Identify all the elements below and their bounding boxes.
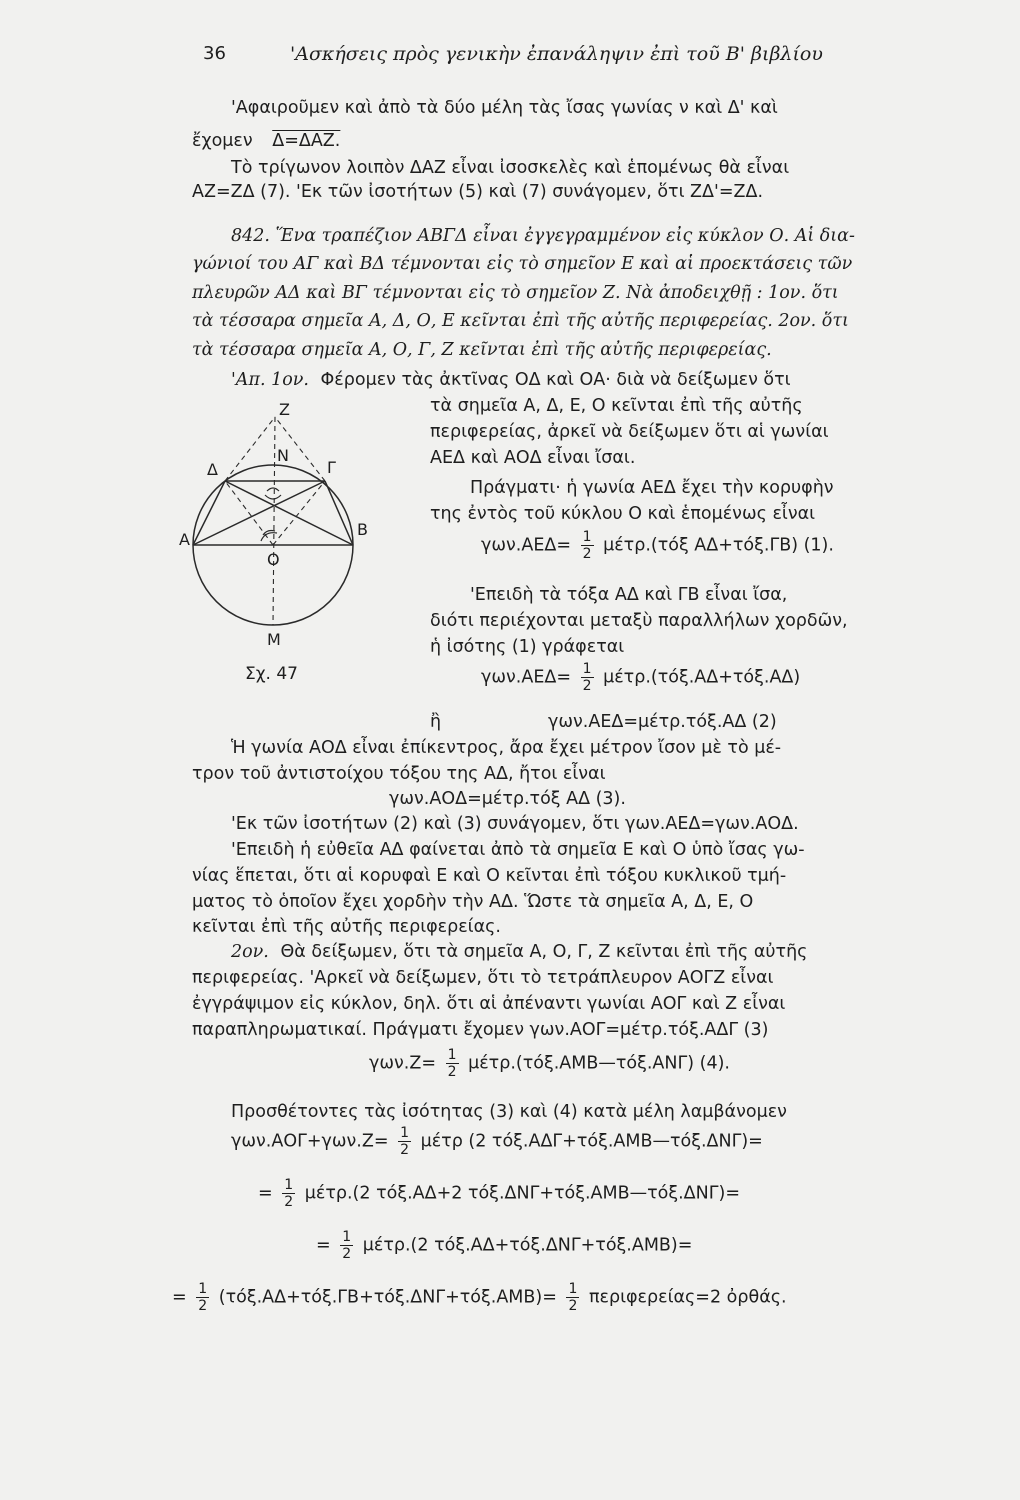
fraction-den: 2 xyxy=(447,1064,457,1080)
para-line-6: νίας ἕπεται, ὅτι αἱ κορυφαὶ Ε καὶ Ο κεῖνται ἐπὶ τόξου κυκλικοῦ τμή- xyxy=(192,866,787,886)
eq4-right: μέτρ.(τόξ.ΑΜΒ—τόξ.ΑΝΓ) (4). xyxy=(468,1053,730,1074)
equation-2 xyxy=(481,662,800,693)
label-b: Β xyxy=(357,520,368,539)
fraction-den: 2 xyxy=(198,1298,208,1314)
running-title: 'Ασκήσεις πρὸς γενικὴν ἐπανάληψιν ἐπὶ τοῦ Β' βιβλίου xyxy=(290,43,823,65)
intro-line-1: 'Αφαιροῦμεν καὶ ἀπὸ τὰ δύο μέλη τὰς ἴσας γωνίας ν καὶ Δ' καὶ xyxy=(231,98,778,118)
eq8-left: = xyxy=(172,1287,187,1308)
eq5-right: μέτρ (2 τόξ.ΑΔΓ+τόξ.ΑΜΒ—τόξ.ΔΝΓ)= xyxy=(420,1131,763,1152)
label-a: Α xyxy=(179,530,190,549)
eq4-left: γων.Ζ= xyxy=(369,1053,437,1074)
extension-dz xyxy=(225,417,275,481)
fraction-den: 2 xyxy=(284,1194,294,1210)
eq8-mid: (τόξ.ΑΔ+τόξ.ΓΒ+τόξ.ΔΝΓ+τόξ.ΑΜΒ)= xyxy=(218,1287,557,1308)
para-line-4: 'Εκ τῶν ἰσοτήτων (2) καὶ (3) συνάγομεν, ὅτι γων.ΑΕΔ=γων.ΑΟΔ. xyxy=(231,814,799,834)
intro-angle-equation: Δ=ΔΑΖ. xyxy=(272,131,341,151)
label-g: Γ xyxy=(327,458,336,477)
figure-caption: Σχ. 47 xyxy=(245,664,299,684)
intro-word: ἔχομεν xyxy=(192,131,253,151)
eq1-right: μέτρ.(τόξ ΑΔ+τόξ.ΓΒ) (1). xyxy=(603,535,834,556)
problem-line-1 xyxy=(231,226,855,246)
label-o: Ο xyxy=(267,550,280,569)
fraction-half xyxy=(581,662,594,693)
label-n: Ν xyxy=(277,446,289,465)
fraction-half xyxy=(581,530,594,561)
eq1-left: γων.ΑΕΔ= xyxy=(481,535,572,556)
problem-text: Ἕνα τραπέζιον ΑΒΓΔ εἶναι ἐγγεγραμμένον εἰς κύκλον Ο. Αἱ δια- xyxy=(275,226,855,246)
equation-7 xyxy=(316,1230,692,1261)
fraction-half xyxy=(340,1230,353,1261)
side-ad xyxy=(193,481,225,545)
line-zm xyxy=(273,417,275,625)
fraction-den: 2 xyxy=(400,1142,410,1158)
para-line-5: 'Επειδὴ ἡ εὐθεῖα ΑΔ φαίνεται ἀπὸ τὰ σημεῖα Ε καὶ Ο ὑπὸ ἴσας γω- xyxy=(231,840,805,860)
equation-4 xyxy=(369,1048,730,1079)
radius-og xyxy=(273,481,325,545)
eq2-right: μέτρ.(τόξ.ΑΔ+τόξ.ΑΔ) xyxy=(603,667,801,688)
fraction-num: 1 xyxy=(284,1177,294,1193)
equation-3: γων.ΑΕΔ=μέτρ.τόξ.ΑΔ (2) xyxy=(548,712,777,732)
eq2-left: γων.ΑΕΔ= xyxy=(481,667,572,688)
fraction-num: 1 xyxy=(342,1229,352,1245)
equation-8 xyxy=(172,1282,787,1313)
solution1-after-3: ἡ ἰσότης (1) γράφεται xyxy=(430,637,625,657)
problem-line-5: τὰ τέσσαρα σημεῖα Α, Ο, Γ, Ζ κεῖνται ἐπὶ τῆς αὐτῆς περιφερείας. xyxy=(192,340,772,360)
para-line-7: ματος τὸ ὁποῖον ἔχει χορδὴν τὴν ΑΔ. Ὥστε τὰ σημεῖα Α, Δ, Ε, Ο xyxy=(192,892,754,912)
eq7-left: = xyxy=(316,1235,331,1256)
solution1-line-5: Πράγματι· ἡ γωνία ΑΕΔ ἔχει τὴν κορυφὴν xyxy=(470,478,834,498)
fraction-num: 1 xyxy=(198,1281,208,1297)
solution2-line-1 xyxy=(231,942,807,962)
fraction-den: 2 xyxy=(568,1298,578,1314)
problem-line-4: τὰ τέσσαρα σημεῖα Α, Δ, Ο, Ε κεῖνται ἐπὶ τῆς αὐτῆς περιφερείας. 2ον. ὅτι xyxy=(192,311,849,331)
solution1-after-1: 'Επειδὴ τὰ τόξα ΑΔ καὶ ΓΒ εἶναι ἴσα, xyxy=(470,585,788,605)
problem-line-3: πλευρῶν ΑΔ καὶ ΒΓ τέμνονται εἰς τὸ σημεῖον Ζ. Νὰ ἀποδειχθῇ : 1ον. ὅτι xyxy=(192,283,839,303)
fraction-den: 2 xyxy=(582,678,592,694)
angle-mark-e xyxy=(265,495,281,499)
solution1-line-1 xyxy=(231,370,791,390)
equation-1 xyxy=(481,530,834,561)
fraction-half xyxy=(398,1126,411,1157)
fraction-num: 1 xyxy=(447,1047,457,1063)
eq8-right: περιφερείας=2 ὀρθάς. xyxy=(588,1287,787,1308)
equation-6 xyxy=(258,1178,740,1209)
fraction-den: 2 xyxy=(342,1246,352,1262)
solution1-first: Φέρομεν τὰς ἀκτῖνας ΟΔ καὶ ΟΑ· διὰ νὰ δείξωμεν ὅτι xyxy=(320,370,791,390)
equation-3-prefix: ἢ xyxy=(430,712,442,732)
fraction-half xyxy=(282,1178,295,1209)
eq6-right: μέτρ.(2 τόξ.ΑΔ+2 τόξ.ΔΝΓ+τόξ.ΑΜΒ—τόξ.ΔΝΓ)= xyxy=(304,1183,740,1204)
para-line-1: Ἡ γωνία ΑΟΔ εἶναι ἐπίκεντρος, ἄρα ἔχει μέτρον ἴσον μὲ τὸ μέ- xyxy=(231,738,782,758)
label-m: Μ xyxy=(267,630,281,649)
fraction-den: 2 xyxy=(582,546,592,562)
intro-line-4: ΑΖ=ΖΔ (7). 'Εκ τῶν ἰσοτήτων (5) καὶ (7) συνάγομεν, ὅτι ΖΔ'=ΖΔ. xyxy=(192,182,764,202)
figure-47 xyxy=(179,395,395,695)
para-line-3: γων.ΑΟΔ=μέτρ.τόξ ΑΔ (3). xyxy=(389,789,626,809)
problem-number: 842. xyxy=(231,226,270,246)
fraction-num: 1 xyxy=(400,1125,410,1141)
solution2-add: Προσθέτοντες τὰς ἰσότητας (3) καὶ (4) κατὰ μέλη λαμβάνομεν xyxy=(231,1102,787,1122)
solution2-first: Θὰ δείξωμεν, ὅτι τὰ σημεῖα Α, Ο, Γ, Ζ κεῖνται ἐπὶ τῆς αὐτῆς xyxy=(280,942,808,962)
label-z: Ζ xyxy=(279,400,290,419)
solution2-line-3: ἐγγράψιμον εἰς κύκλον, δηλ. ὅτι αἱ ἀπέναντι γωνίαι ΑΟΓ καὶ Ζ εἶναι xyxy=(192,994,786,1014)
side-bg xyxy=(325,481,353,545)
diagonal-ag xyxy=(193,481,325,545)
solution2-line-2: περιφερείας. 'Αρκεῖ νὰ δείξωμεν, ὅτι τὸ τετράπλευρον ΑΟΓΖ εἶναι xyxy=(192,968,774,988)
eq5-left: γων.ΑΟΓ+γων.Ζ= xyxy=(231,1131,389,1152)
intro-line-3: Τὸ τρίγωνον λοιπὸν ΔΑΖ εἶναι ἰσοσκελὲς καὶ ἑπομένως θὰ εἶναι xyxy=(231,158,790,178)
equation-5 xyxy=(231,1126,763,1157)
eq7-right: μέτρ.(2 τόξ.ΑΔ+τόξ.ΔΝΓ+τόξ.ΑΜΒ)= xyxy=(362,1235,693,1256)
solution1-line-2: τὰ σημεῖα Α, Δ, Ε, Ο κεῖνται ἐπὶ τῆς αὐτῆς xyxy=(430,396,803,416)
solution1-line-6: της ἐντὸς τοῦ κύκλου Ο καὶ ἑπομένως εἶναι xyxy=(430,504,816,524)
fraction-num: 1 xyxy=(582,661,592,677)
solution1-line-4: ΑΕΔ καὶ ΑΟΔ εἶναι ἴσαι. xyxy=(430,448,636,468)
para-line-2: τρον τοῦ ἀντιστοίχου τόξου της ΑΔ, ἤτοι εἶναι xyxy=(192,764,606,784)
fraction-num: 1 xyxy=(568,1281,578,1297)
para-line-8: κεῖνται ἐπὶ τῆς αὐτῆς περιφερείας. xyxy=(192,917,501,937)
solution1-label: 'Απ. 1ον. xyxy=(231,370,309,390)
diagonal-bd xyxy=(225,481,353,545)
angle-mark-e2 xyxy=(267,488,279,491)
intro-line-2 xyxy=(192,131,340,151)
fraction-half xyxy=(566,1282,579,1313)
solution1-after-2: διότι περιέχονται μεταξὺ παραλλήλων χορδῶν, xyxy=(430,611,848,631)
solution2-line-4: παραπληρωματικαί. Πράγματι ἔχομεν γων.ΑΟΓ=μέτρ.τόξ.ΑΔΓ (3) xyxy=(192,1020,769,1040)
fraction-half xyxy=(446,1048,459,1079)
fraction-num: 1 xyxy=(582,529,592,545)
solution2-label: 2ον. xyxy=(231,942,269,962)
eq6-left: = xyxy=(258,1183,273,1204)
fraction-half xyxy=(196,1282,209,1313)
problem-line-2: γώνιοί του ΑΓ καὶ ΒΔ τέμνονται εἰς τὸ σημεῖον Ε καὶ αἱ προεκτάσεις τῶν xyxy=(192,254,853,274)
label-d: Δ xyxy=(207,460,218,479)
page-number: 36 xyxy=(203,43,226,64)
solution1-line-3: περιφερείας, ἀρκεῖ νὰ δείξωμεν ὅτι αἱ γωνίαι xyxy=(430,422,829,442)
